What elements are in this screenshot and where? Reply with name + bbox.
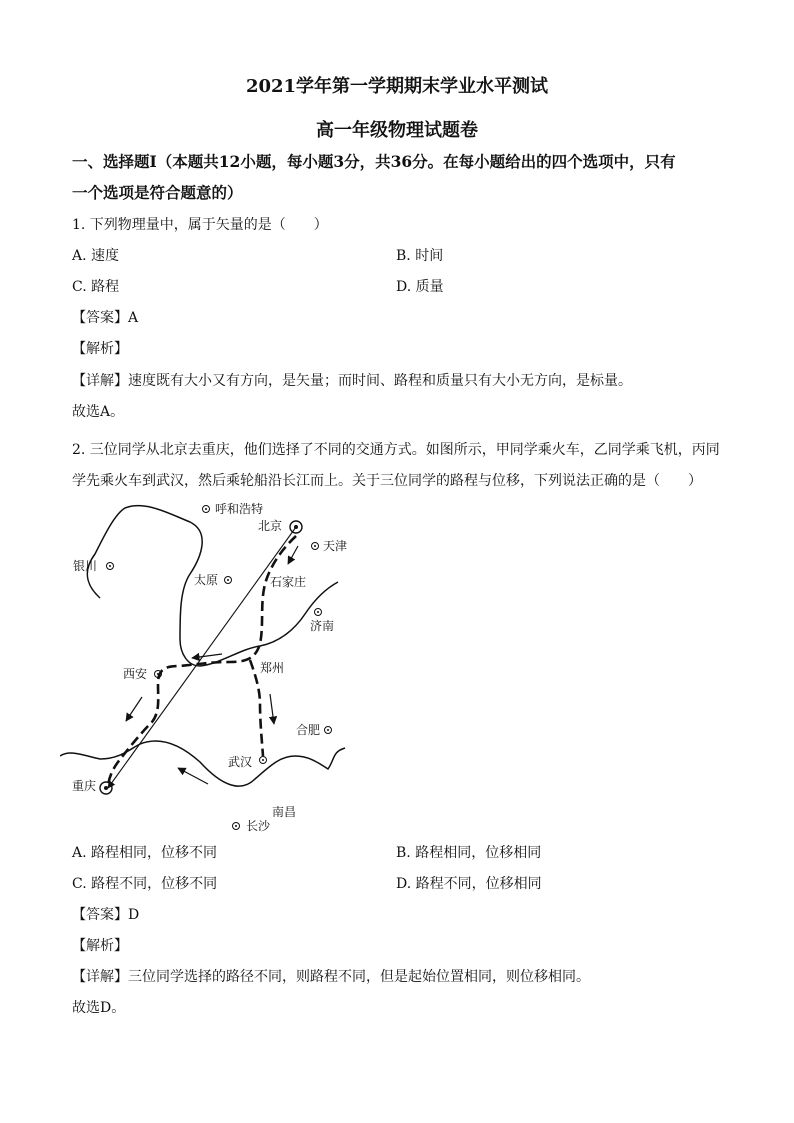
arrow-beijing-south — [288, 546, 298, 564]
label-nanchang: 南昌 — [272, 805, 297, 819]
q2-detail: 【详解】三位同学选择的路径不同，则路程不同，但是起始位置相同，则位移相同。 — [72, 969, 590, 985]
q1-analysis: 【解析】 — [72, 341, 128, 357]
yangtze-river — [60, 741, 345, 786]
label-hohhot: 呼和浩特 — [215, 502, 264, 516]
arrow-xian-southwest — [126, 697, 142, 721]
arrow-yangtze-upstream — [178, 768, 208, 784]
route-map — [60, 494, 360, 838]
label-changsha: 长沙 — [246, 819, 271, 833]
q1-option-b: B. 时间 — [396, 248, 444, 264]
label-yinchuan: 银川 — [73, 559, 98, 573]
city-marker-taiyuan — [225, 577, 232, 584]
label-wuhan: 武汉 — [228, 755, 253, 769]
city-marker-beijing — [290, 521, 302, 533]
q2-option-c: C. 路程不同，位移不同 — [72, 876, 218, 892]
page-title: 2021学年第一学期期末学业水平测试 — [245, 76, 549, 97]
city-marker-changsha — [233, 823, 240, 830]
label-xian: 西安 — [123, 667, 148, 681]
q2-analysis: 【解析】 — [72, 938, 128, 954]
q1-conclusion: 故选A。 — [72, 404, 125, 420]
flight-route — [108, 527, 296, 788]
label-zhengzhou: 郑州 — [260, 661, 285, 675]
q2-stem-line2: 学先乘火车到武汉，然后乘轮船沿长江而上。关于三位同学的路程与位移，下列说法正确的是（ ） — [72, 473, 702, 489]
q1-detail: 【详解】速度既有大小又有方向，是矢量；而时间、路程和质量只有大小无方向，是标量。 — [72, 373, 632, 389]
q2-stem-line1: 2. 三位同学从北京去重庆，他们选择了不同的交通方式。如图所示，甲同学乘火车，乙同学乘飞机，丙同 — [72, 442, 720, 458]
q2-option-a: A. 路程相同，位移不同 — [72, 845, 218, 861]
city-marker-yinchuan — [107, 563, 114, 570]
city-marker-chongqing — [100, 782, 112, 794]
label-hefei: 合肥 — [296, 723, 321, 737]
q2-option-b: B. 路程相同，位移相同 — [396, 845, 542, 861]
arrow-to-wuhan — [270, 694, 274, 724]
city-marker-jinan — [315, 609, 322, 616]
q2-conclusion: 故选D。 — [72, 1000, 126, 1016]
city-marker-hefei — [325, 727, 332, 734]
label-beijing: 北京 — [258, 519, 283, 533]
section-heading-line2: 一个选项是符合题意的） — [72, 183, 243, 202]
city-marker-hohhot — [203, 506, 210, 513]
label-jinan: 济南 — [310, 619, 335, 633]
q2-answer: 【答案】D — [72, 907, 140, 923]
city-marker-wuhan — [260, 757, 267, 764]
q1-option-d: D. 质量 — [396, 279, 444, 295]
section-heading-line1: 一、选择题Ⅰ（本题共12小题，每小题3分，共36分。在每小题给出的四个选项中，只有 — [72, 152, 676, 171]
q1-answer: 【答案】A — [72, 310, 139, 326]
label-shijiazhuang: 石家庄 — [270, 575, 307, 589]
city-marker-tianjin — [312, 543, 319, 550]
page-subtitle: 高一年级物理试题卷 — [316, 120, 478, 141]
q1-option-a: A. 速度 — [72, 248, 120, 264]
q1-stem: 1. 下列物理量中，属于矢量的是（ ） — [72, 217, 328, 233]
label-taiyuan: 太原 — [194, 573, 219, 587]
q1-option-c: C. 路程 — [72, 279, 120, 295]
label-tianjin: 天津 — [323, 539, 348, 553]
q2-option-d: D. 路程不同，位移相同 — [396, 876, 542, 892]
arrow-zhengzhou-west — [192, 654, 222, 658]
label-chongqing: 重庆 — [72, 779, 97, 793]
